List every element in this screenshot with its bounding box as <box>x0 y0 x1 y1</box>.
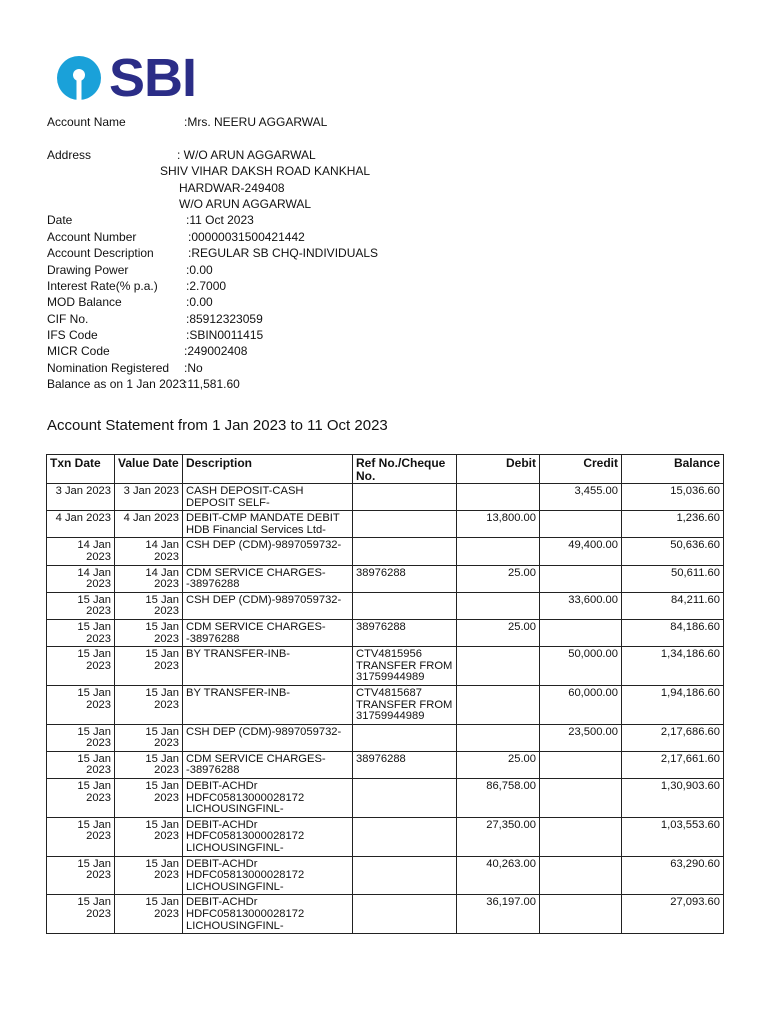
ref-cell <box>353 895 457 934</box>
credit-cell: 23,500.00 <box>540 724 622 751</box>
credit-cell <box>540 565 622 592</box>
opening-balance-label: Balance as on 1 Jan 2023 <box>47 377 186 392</box>
balance-cell: 1,03,553.60 <box>622 817 724 856</box>
txn-date-cell: 15 Jan 2023 <box>47 751 115 778</box>
table-row <box>47 538 724 565</box>
credit-cell: 60,000.00 <box>540 685 622 724</box>
debit-cell <box>457 484 540 511</box>
address-label: Address <box>47 147 92 162</box>
balance-cell: 63,290.60 <box>622 856 724 895</box>
sbi-logo-text: SBI <box>109 48 197 108</box>
credit-cell <box>540 619 622 646</box>
table-row <box>47 856 724 895</box>
drawing-power-value: :0.00 <box>186 262 213 277</box>
ref-cell: CTV4815956 TRANSFER FROM 31759944989 <box>353 647 457 686</box>
credit-cell <box>540 895 622 934</box>
txn-date-cell: 3 Jan 2023 <box>47 484 115 511</box>
debit-cell: 86,758.00 <box>457 779 540 818</box>
balance-cell: 1,34,186.60 <box>622 647 724 686</box>
value-date-cell: 4 Jan 2023 <box>115 511 183 538</box>
txn-date-cell: 15 Jan 2023 <box>47 724 115 751</box>
table-row <box>47 817 724 856</box>
ref-cell: 38976288 <box>353 619 457 646</box>
balance-cell: 1,30,903.60 <box>622 779 724 818</box>
txn-date-cell: 15 Jan 2023 <box>47 817 115 856</box>
description-cell: CDM SERVICE CHARGES--38976288 <box>183 751 353 778</box>
opening-balance-value: :11,581.60 <box>184 377 240 392</box>
table-row <box>47 511 724 538</box>
debit-cell: 27,350.00 <box>457 817 540 856</box>
description-cell: CSH DEP (CDM)-9897059732- <box>183 724 353 751</box>
address-line-3: HARDWAR-249408 <box>179 180 285 195</box>
description-cell: CSH DEP (CDM)-9897059732- <box>183 538 353 565</box>
value-date-cell: 15 Jan 2023 <box>115 856 183 895</box>
interest-rate-value: :2.7000 <box>186 278 227 293</box>
account-description-value: :REGULAR SB CHQ-INDIVIDUALS <box>188 246 379 261</box>
value-date-cell: 14 Jan 2023 <box>115 565 183 592</box>
micr-code-label: MICR Code <box>47 344 110 359</box>
txn-date-cell: 14 Jan 2023 <box>47 565 115 592</box>
table-row <box>47 592 724 619</box>
table-row <box>47 895 724 934</box>
debit-cell <box>457 647 540 686</box>
value-date-cell: 15 Jan 2023 <box>115 895 183 934</box>
credit-cell <box>540 751 622 778</box>
description-cell: CSH DEP (CDM)-9897059732- <box>183 592 353 619</box>
debit-cell: 40,263.00 <box>457 856 540 895</box>
description-cell: CDM SERVICE CHARGES--38976288 <box>183 565 353 592</box>
balance-cell: 27,093.60 <box>622 895 724 934</box>
table-row <box>47 751 724 778</box>
debit-cell <box>457 724 540 751</box>
interest-rate-label: Interest Rate(% p.a.) <box>47 278 158 293</box>
header-debit: Debit <box>457 455 540 484</box>
debit-cell <box>457 685 540 724</box>
debit-cell: 25.00 <box>457 565 540 592</box>
value-date-cell: 15 Jan 2023 <box>115 724 183 751</box>
ref-cell <box>353 592 457 619</box>
balance-cell: 1,94,186.60 <box>622 685 724 724</box>
header-credit: Credit <box>540 455 622 484</box>
debit-cell <box>457 592 540 619</box>
balance-cell: 50,611.60 <box>622 565 724 592</box>
description-cell: DEBIT-ACHDr HDFC05813000028172 LICHOUSINGFINL- <box>183 895 353 934</box>
description-cell: BY TRANSFER-INB- <box>183 647 353 686</box>
header-value-date: Value Date <box>115 455 183 484</box>
ref-cell <box>353 484 457 511</box>
value-date-cell: 3 Jan 2023 <box>115 484 183 511</box>
txn-date-cell: 15 Jan 2023 <box>47 619 115 646</box>
txn-date-cell: 14 Jan 2023 <box>47 538 115 565</box>
table-row <box>47 619 724 646</box>
description-cell: DEBIT-CMP MANDATE DEBIT HDB Financial Services Ltd- <box>183 511 353 538</box>
ref-cell: CTV4815687 TRANSFER FROM 31759944989 <box>353 685 457 724</box>
mod-balance-label: MOD Balance <box>47 295 122 310</box>
cif-label: CIF No. <box>47 311 89 326</box>
balance-cell: 2,17,661.60 <box>622 751 724 778</box>
sbi-logo-icon <box>55 54 103 102</box>
debit-cell: 25.00 <box>457 619 540 646</box>
date-label: Date <box>47 213 73 228</box>
credit-cell: 33,600.00 <box>540 592 622 619</box>
description-cell: BY TRANSFER-INB- <box>183 685 353 724</box>
description-cell: CDM SERVICE CHARGES--38976288 <box>183 619 353 646</box>
address-line-2: SHIV VIHAR DAKSH ROAD KANKHAL <box>160 164 371 179</box>
ref-cell <box>353 511 457 538</box>
credit-cell <box>540 511 622 538</box>
credit-cell: 49,400.00 <box>540 538 622 565</box>
ref-cell <box>353 817 457 856</box>
ref-cell <box>353 724 457 751</box>
credit-cell <box>540 779 622 818</box>
cif-value: :85912323059 <box>186 311 263 326</box>
address-line-1: : W/O ARUN AGGARWAL <box>177 147 316 162</box>
txn-date-cell: 15 Jan 2023 <box>47 856 115 895</box>
table-row <box>47 685 724 724</box>
account-description-label: Account Description <box>47 246 154 261</box>
value-date-cell: 15 Jan 2023 <box>115 685 183 724</box>
txn-date-cell: 4 Jan 2023 <box>47 511 115 538</box>
drawing-power-label: Drawing Power <box>47 262 129 277</box>
balance-cell: 1,236.60 <box>622 511 724 538</box>
balance-cell: 50,636.60 <box>622 538 724 565</box>
statement-table <box>46 454 724 934</box>
table-row <box>47 565 724 592</box>
balance-cell: 2,17,686.60 <box>622 724 724 751</box>
account-number-label: Account Number <box>47 229 137 244</box>
account-number-value: :00000031500421442 <box>188 229 305 244</box>
credit-cell: 3,455.00 <box>540 484 622 511</box>
description-cell: DEBIT-ACHDr HDFC05813000028172 LICHOUSINGFINL- <box>183 779 353 818</box>
header-ref: Ref No./Cheque No. <box>353 455 457 484</box>
table-row <box>47 724 724 751</box>
debit-cell: 36,197.00 <box>457 895 540 934</box>
ref-cell: 38976288 <box>353 565 457 592</box>
description-cell: DEBIT-ACHDr HDFC05813000028172 LICHOUSINGFINL- <box>183 817 353 856</box>
account-name-value: :Mrs. NEERU AGGARWAL <box>184 115 328 129</box>
date-value: :11 Oct 2023 <box>186 213 254 228</box>
debit-cell <box>457 538 540 565</box>
table-row <box>47 484 724 511</box>
balance-cell: 15,036.60 <box>622 484 724 511</box>
txn-date-cell: 15 Jan 2023 <box>47 592 115 619</box>
credit-cell: 50,000.00 <box>540 647 622 686</box>
debit-cell: 25.00 <box>457 751 540 778</box>
micr-code-value: :249002408 <box>184 344 248 359</box>
nomination-value: :No <box>184 360 203 375</box>
nomination-label: Nomination Registered <box>47 360 170 375</box>
description-cell: DEBIT-ACHDr HDFC05813000028172 LICHOUSINGFINL- <box>183 856 353 895</box>
value-date-cell: 15 Jan 2023 <box>115 751 183 778</box>
address-line-4: W/O ARUN AGGARWAL <box>179 196 312 211</box>
value-date-cell: 14 Jan 2023 <box>115 538 183 565</box>
value-date-cell: 15 Jan 2023 <box>115 779 183 818</box>
table-header-row <box>47 455 724 484</box>
txn-date-cell: 15 Jan 2023 <box>47 647 115 686</box>
value-date-cell: 15 Jan 2023 <box>115 592 183 619</box>
statement-heading: Account Statement from 1 Jan 2023 to 11 Oct 2023 <box>47 417 388 434</box>
debit-cell: 13,800.00 <box>457 511 540 538</box>
txn-date-cell: 15 Jan 2023 <box>47 895 115 934</box>
header-balance: Balance <box>622 455 724 484</box>
ref-cell <box>353 779 457 818</box>
ifs-code-value: :SBIN0011415 <box>186 328 264 343</box>
ifs-code-label: IFS Code <box>47 328 98 343</box>
ref-cell <box>353 856 457 895</box>
credit-cell <box>540 817 622 856</box>
credit-cell <box>540 856 622 895</box>
mod-balance-value: :0.00 <box>186 295 213 310</box>
table-row <box>47 779 724 818</box>
description-cell: CASH DEPOSIT-CASH DEPOSIT SELF- <box>183 484 353 511</box>
account-name-label: Account Name <box>47 115 126 129</box>
header-description: Description <box>183 455 353 484</box>
txn-date-cell: 15 Jan 2023 <box>47 779 115 818</box>
balance-cell: 84,211.60 <box>622 592 724 619</box>
header-txn-date: Txn Date <box>47 455 115 484</box>
value-date-cell: 15 Jan 2023 <box>115 817 183 856</box>
txn-date-cell: 15 Jan 2023 <box>47 685 115 724</box>
value-date-cell: 15 Jan 2023 <box>115 647 183 686</box>
balance-cell: 84,186.60 <box>622 619 724 646</box>
ref-cell <box>353 538 457 565</box>
value-date-cell: 15 Jan 2023 <box>115 619 183 646</box>
sbi-logo <box>55 48 197 108</box>
ref-cell: 38976288 <box>353 751 457 778</box>
table-row <box>47 647 724 686</box>
